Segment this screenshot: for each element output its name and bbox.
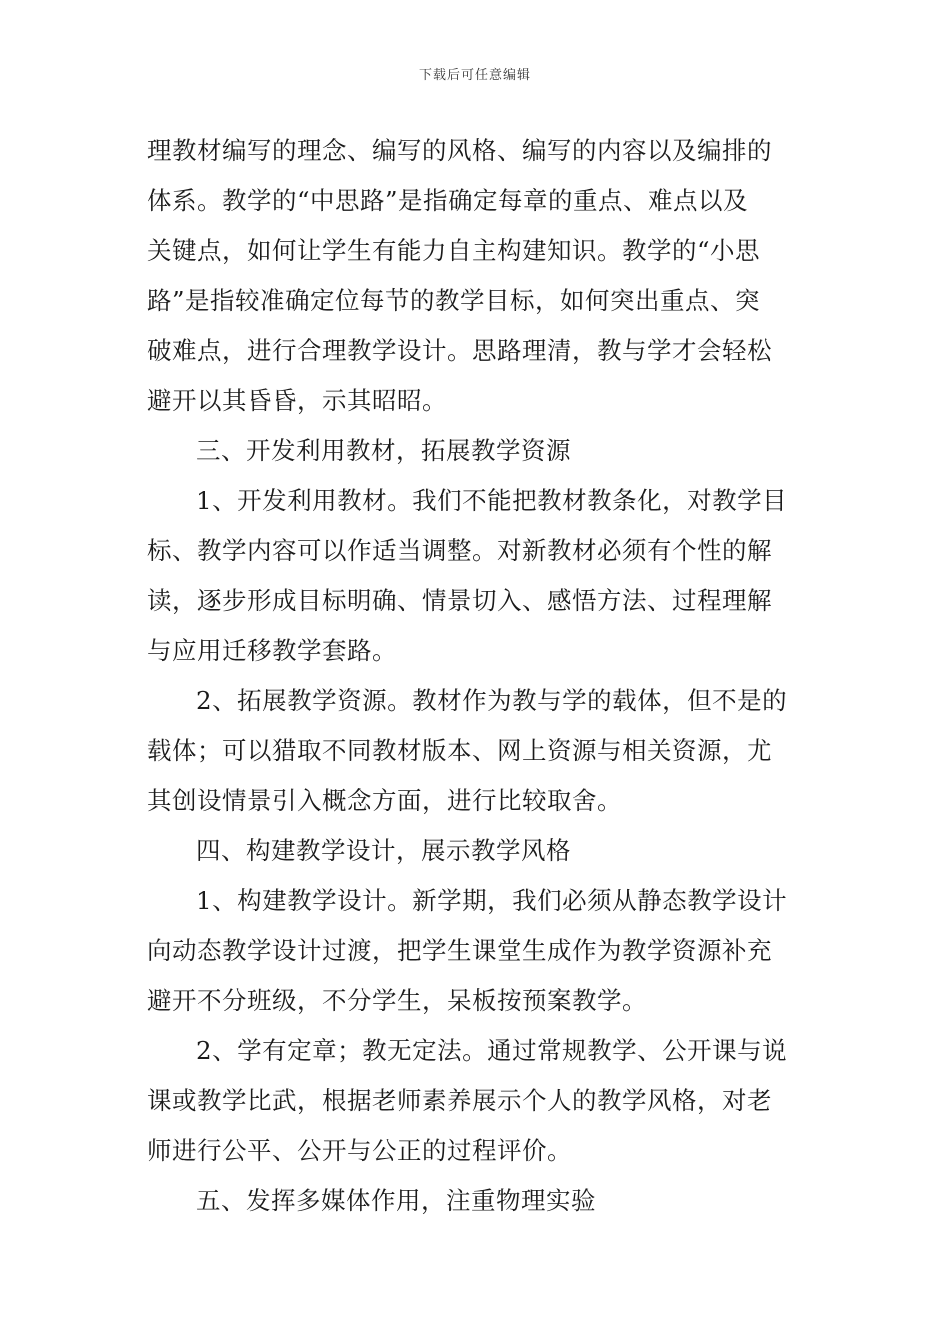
- text-line: 避开不分班级，不分学生，呆板按预案教学。: [147, 986, 647, 1015]
- body-text: [147, 126, 807, 1226]
- text-line: 2、学有定章；教无定法。通过常规教学、公开课与说: [196, 1036, 788, 1065]
- text-line: 师进行公平、公开与公正的过程评价。: [147, 1136, 572, 1165]
- text-line: 避开以其昏昏，示其昭昭。: [147, 386, 447, 415]
- text-line: 破难点，进行合理教学设计。思路理清，教与学才会轻松: [147, 336, 772, 365]
- text-line: 标、教学内容可以作适当调整。对新教材必须有个性的解: [147, 536, 772, 565]
- text-line: 路”是指较准确定位每节的教学目标，如何突出重点、突: [147, 286, 761, 315]
- text-line: 理教材编写的理念、编写的风格、编写的内容以及编排的: [147, 136, 772, 165]
- text-line: 其创设情景引入概念方面，进行比较取舍。: [147, 786, 622, 815]
- text-line: 关键点，如何让学生有能力自主构建知识。教学的“小思: [147, 236, 761, 265]
- section-heading: 三、开发利用教材，拓展教学资源: [196, 436, 571, 465]
- text-line: 课或教学比武，根据老师素养展示个人的教学风格，对老: [147, 1086, 772, 1115]
- text-line: 向动态教学设计过渡，把学生课堂生成作为教学资源补充: [147, 936, 772, 965]
- text-line: 2、拓展教学资源。教材作为教与学的载体，但不是的: [196, 686, 788, 715]
- text-line: 与应用迁移教学套路。: [147, 636, 397, 665]
- text-line: 1、开发利用教材。我们不能把教材教条化，对教学目: [196, 486, 788, 515]
- page-header: 下载后可任意编辑: [418, 68, 531, 83]
- text-line: 1、构建教学设计。新学期，我们必须从静态教学设计: [196, 886, 788, 915]
- section-heading: 五、发挥多媒体作用，注重物理实验: [196, 1186, 596, 1215]
- text-line: 载体；可以猎取不同教材版本、网上资源与相关资源，尤: [147, 736, 772, 765]
- section-heading: 四、构建教学设计，展示教学风格: [196, 836, 571, 865]
- text-line: 体系。教学的“中思路”是指确定每章的重点、难点以及: [147, 186, 749, 215]
- text-line: 读，逐步形成目标明确、情景切入、感悟方法、过程理解: [147, 586, 772, 615]
